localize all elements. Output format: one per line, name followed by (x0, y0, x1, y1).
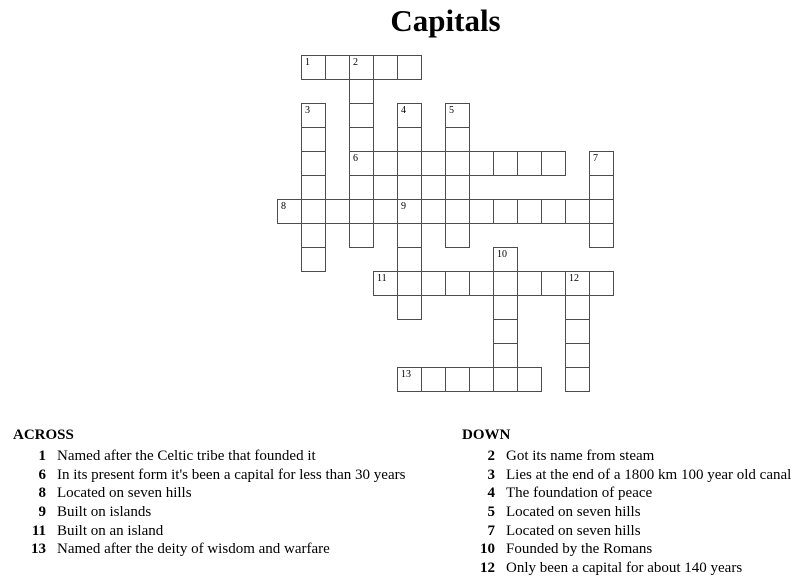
clue-item (13, 503, 443, 522)
clue-item-number: 1 (38, 448, 46, 464)
grid-cell[interactable] (589, 199, 614, 224)
grid-cell[interactable] (301, 223, 326, 248)
grid-cell[interactable] (517, 367, 542, 392)
grid-cell[interactable] (397, 55, 422, 80)
clue-item-text: Located on seven hills (57, 485, 192, 502)
clue-item-text: Founded by the Romans (506, 541, 653, 558)
clue-item (462, 559, 797, 578)
grid-cell-number: 10 (497, 249, 507, 260)
clue-item-number: 4 (487, 485, 495, 502)
grid-cell[interactable] (565, 199, 590, 224)
grid-cell[interactable] (397, 151, 422, 176)
grid-cell[interactable] (349, 55, 374, 80)
clue-item-number: 7 (487, 522, 495, 539)
grid-cell[interactable] (349, 103, 374, 128)
grid-cell[interactable] (397, 223, 422, 248)
clue-item (462, 466, 797, 485)
grid-cell[interactable] (421, 199, 446, 224)
across-list (13, 447, 443, 559)
grid-cell[interactable] (541, 271, 566, 296)
clue-item-text: The foundation of peace (506, 485, 653, 502)
clue-item-number: 12 (480, 560, 495, 577)
grid-cell[interactable] (445, 271, 470, 296)
grid-cell[interactable] (445, 151, 470, 176)
grid-cell[interactable] (565, 319, 590, 344)
grid-cell-number: 13 (401, 369, 411, 380)
grid-cell[interactable] (493, 247, 518, 272)
down-list (462, 447, 797, 578)
grid-cell[interactable] (493, 319, 518, 344)
grid-cell[interactable] (301, 151, 326, 176)
grid-cell[interactable] (349, 199, 374, 224)
grid-cell[interactable] (325, 199, 350, 224)
grid-cell[interactable] (445, 103, 470, 128)
clue-item-text: Located on seven hills (506, 522, 641, 539)
clue-item (13, 466, 443, 485)
grid-cell[interactable] (349, 175, 374, 200)
grid-cell[interactable] (469, 271, 494, 296)
clue-item-text: Got its name from steam (506, 448, 655, 464)
clue-item-number: 13 (31, 541, 46, 558)
crossword-grid (277, 55, 614, 392)
across-section (13, 427, 443, 559)
grid-cell[interactable] (373, 199, 398, 224)
grid-cell[interactable] (565, 271, 590, 296)
grid-cell-number: 6 (353, 153, 358, 164)
clue-item-number: 8 (38, 485, 46, 502)
grid-cell[interactable] (565, 343, 590, 368)
clue-item-text: Named after the Celtic tribe that founded it (57, 448, 316, 464)
grid-cell[interactable] (397, 295, 422, 320)
grid-cell[interactable] (397, 175, 422, 200)
grid-cell[interactable] (397, 199, 422, 224)
grid-cell[interactable] (301, 247, 326, 272)
clue-item-number: 11 (31, 522, 46, 539)
grid-cell[interactable] (349, 127, 374, 152)
grid-cell-number: 12 (569, 273, 579, 284)
grid-cell-number: 8 (281, 201, 286, 212)
clue-item (462, 540, 797, 559)
clue-item-text: Built on an island (57, 522, 164, 539)
grid-cell[interactable] (517, 271, 542, 296)
grid-cell[interactable] (397, 367, 422, 392)
clue-item (13, 484, 443, 503)
grid-cell[interactable] (589, 223, 614, 248)
grid-cell-number: 7 (593, 153, 598, 164)
grid-cell-number: 1 (305, 57, 310, 68)
clue-item-number: 5 (487, 504, 495, 521)
clue-item-text: In its present form it's been a capital for less than 30 years (57, 466, 406, 483)
grid-cell[interactable] (349, 79, 374, 104)
grid-cell[interactable] (349, 151, 374, 176)
down-section (462, 427, 797, 578)
grid-cell-number: 5 (449, 105, 454, 116)
grid-cell[interactable] (277, 199, 302, 224)
grid-cell[interactable] (469, 367, 494, 392)
grid-cell[interactable] (445, 367, 470, 392)
grid-cell-number: 4 (401, 105, 406, 116)
clue-item-number: 10 (480, 541, 495, 558)
clue-item (13, 540, 443, 559)
grid-cell[interactable] (301, 175, 326, 200)
clue-item-text: Only been a capital for about 140 years (506, 560, 743, 577)
grid-cell[interactable] (493, 343, 518, 368)
clue-item (462, 503, 797, 522)
grid-cell[interactable] (469, 199, 494, 224)
clue-item-text: Built on islands (57, 504, 152, 521)
clue-item (462, 447, 797, 466)
grid-cell[interactable] (541, 199, 566, 224)
grid-cell[interactable] (373, 271, 398, 296)
grid-cell[interactable] (493, 199, 518, 224)
grid-cell[interactable] (493, 271, 518, 296)
clue-item-number: 6 (38, 466, 46, 483)
grid-cell-number: 9 (401, 201, 406, 212)
grid-cell[interactable] (565, 295, 590, 320)
clue-item-text: Located on seven hills (506, 504, 641, 521)
across-header: ACROSS (13, 427, 74, 443)
clue-item (462, 484, 797, 503)
grid-cell[interactable] (421, 367, 446, 392)
clue-item-number: 3 (487, 466, 495, 483)
grid-cell[interactable] (397, 103, 422, 128)
grid-cell[interactable] (445, 127, 470, 152)
grid-cell[interactable] (301, 55, 326, 80)
grid-cell[interactable] (493, 295, 518, 320)
grid-cell[interactable] (565, 367, 590, 392)
grid-cell[interactable] (589, 175, 614, 200)
grid-cell[interactable] (493, 151, 518, 176)
grid-cell[interactable] (421, 151, 446, 176)
clue-item-text: Lies at the end of a 1800 km 100 year old canal (506, 466, 792, 483)
grid-cell[interactable] (589, 151, 614, 176)
grid-cell[interactable] (445, 223, 470, 248)
grid-cell[interactable] (421, 271, 446, 296)
grid-cell[interactable] (517, 199, 542, 224)
grid-cell[interactable] (397, 127, 422, 152)
grid-cell[interactable] (493, 367, 518, 392)
grid-cell[interactable] (349, 223, 374, 248)
grid-cell[interactable] (373, 151, 398, 176)
clue-item-text: Named after the deity of wisdom and warfare (57, 541, 330, 558)
grid-cell[interactable] (325, 55, 350, 80)
grid-cell[interactable] (445, 175, 470, 200)
grid-cell[interactable] (301, 127, 326, 152)
grid-cell[interactable] (397, 247, 422, 272)
down-header: DOWN (462, 427, 511, 443)
grid-cell[interactable] (517, 151, 542, 176)
grid-cell[interactable] (469, 151, 494, 176)
grid-cell[interactable] (397, 271, 422, 296)
clue-item-number: 9 (38, 504, 46, 521)
grid-cell[interactable] (373, 55, 398, 80)
grid-cell[interactable] (301, 103, 326, 128)
clue-item (462, 522, 797, 541)
clue-item-number: 2 (487, 448, 495, 464)
clue-item (13, 522, 443, 541)
clue-item (13, 447, 443, 466)
grid-cell-number: 3 (305, 105, 310, 116)
grid-cell[interactable] (445, 199, 470, 224)
grid-cell[interactable] (301, 199, 326, 224)
grid-cell-number: 2 (353, 57, 358, 68)
grid-cell[interactable] (589, 271, 614, 296)
grid-cell-number: 11 (377, 273, 387, 284)
grid-cell[interactable] (541, 151, 566, 176)
puzzle-title: Capitals (390, 3, 501, 38)
